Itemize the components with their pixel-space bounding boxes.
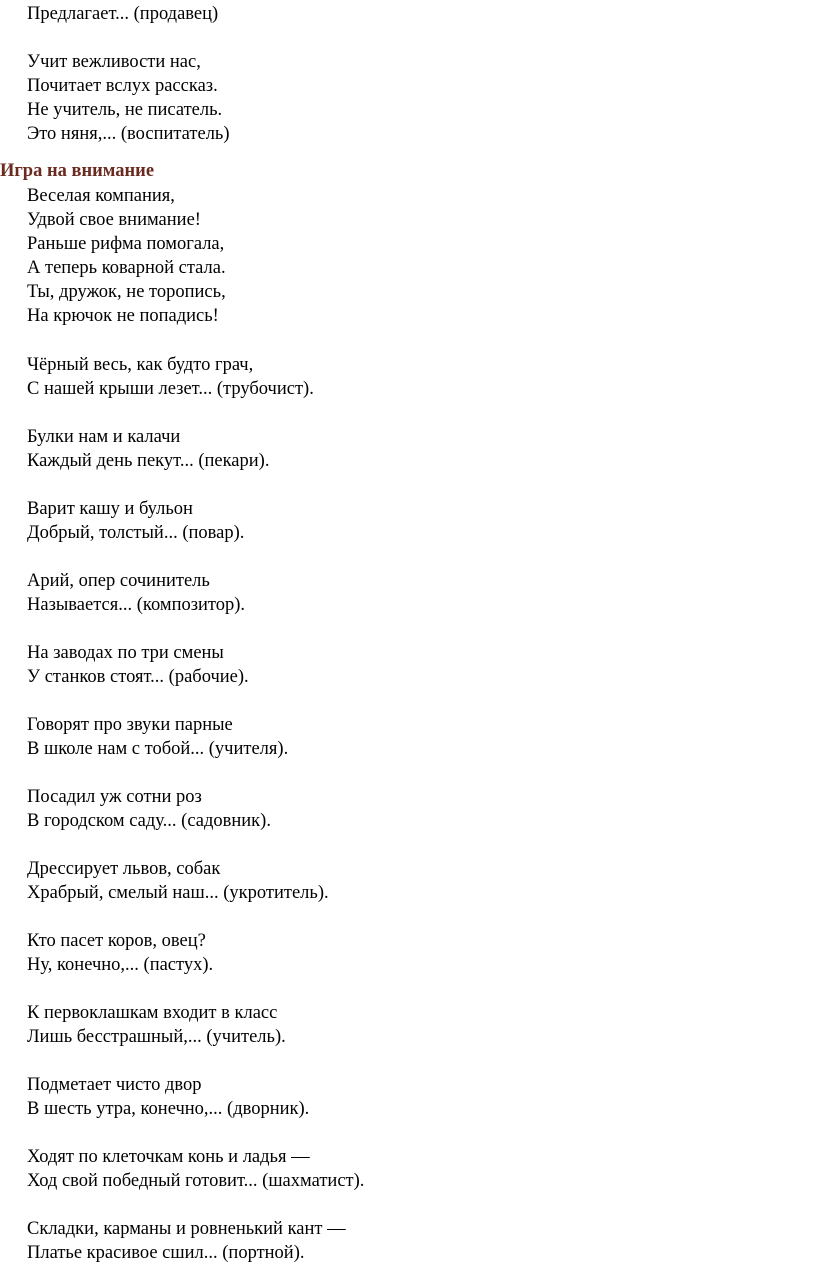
riddle-answer-line: В школе нам с тобой... (учителя).: [27, 739, 289, 759]
riddle-line: Складки, карманы и ровненький кант —: [27, 1219, 346, 1239]
riddle-answer-line: В городском саду... (садовник).: [27, 811, 271, 831]
riddle-line: Говорят про звуки парные: [27, 715, 233, 735]
riddle-line: Подметает чисто двор: [27, 1075, 202, 1095]
riddle-line: Кто пасет коров, овец?: [27, 931, 206, 951]
intro-line: Веселая компания,: [27, 186, 175, 206]
riddle-line: Ходят по клеточкам конь и ладья —: [27, 1147, 310, 1167]
poem-line: Не учитель, не писатель.: [27, 100, 223, 120]
intro-line: Ты, дружок, не торопись,: [27, 282, 226, 302]
poem-line: Почитает вслух рассказ.: [27, 76, 218, 96]
intro-line: На крючок не попадись!: [27, 306, 219, 326]
section-heading: Игра на внимание: [0, 161, 155, 181]
riddle-line: К первоклашкам входит в класс: [27, 1003, 278, 1023]
riddle-line: Чёрный весь, как будто грач,: [27, 355, 254, 375]
intro-line: Раньше рифма помогала,: [27, 234, 225, 254]
riddle-line: На заводах по три смены: [27, 643, 224, 663]
riddle-answer-line: Лишь бесстрашный,... (учитель).: [27, 1027, 286, 1047]
riddle-line: Арий, опер сочинитель: [27, 571, 210, 591]
riddle-line: Булки нам и калачи: [27, 427, 181, 447]
intro-line: А теперь коварной стала.: [27, 258, 226, 278]
riddle-line: Посадил уж сотни роз: [27, 787, 202, 807]
riddle-answer-line: Называется... (композитор).: [27, 595, 246, 615]
riddle-line: Варит кашу и бульон: [27, 499, 193, 519]
poem-line: Учит вежливости нас,: [27, 52, 201, 72]
riddle-answer-line: Ход свой победный готовит... (шахматист).: [27, 1171, 365, 1191]
poem-line: Это няня,... (воспитатель): [27, 124, 230, 144]
riddle-answer-line: Храбрый, смелый наш... (укротитель).: [27, 883, 329, 903]
riddle-answer-line: В шесть утра, конечно,... (дворник).: [27, 1099, 310, 1119]
riddle-answer-line: У станков стоят... (рабочие).: [27, 667, 249, 687]
poem-line: Предлагает... (продавец): [27, 4, 219, 24]
riddle-answer-line: Ну, конечно,... (пастух).: [27, 955, 214, 975]
riddle-answer-line: Добрый, толстый... (повар).: [27, 523, 245, 543]
riddle-answer-line: Каждый день пекут... (пекари).: [27, 451, 270, 471]
riddle-line: Дрессирует львов, собак: [27, 859, 221, 879]
intro-line: Удвой свое внимание!: [27, 210, 201, 230]
riddle-answer-line: Платье красивое сшил... (портной).: [27, 1243, 305, 1263]
riddle-answer-line: С нашей крыши лезет... (трубочист).: [27, 379, 314, 399]
